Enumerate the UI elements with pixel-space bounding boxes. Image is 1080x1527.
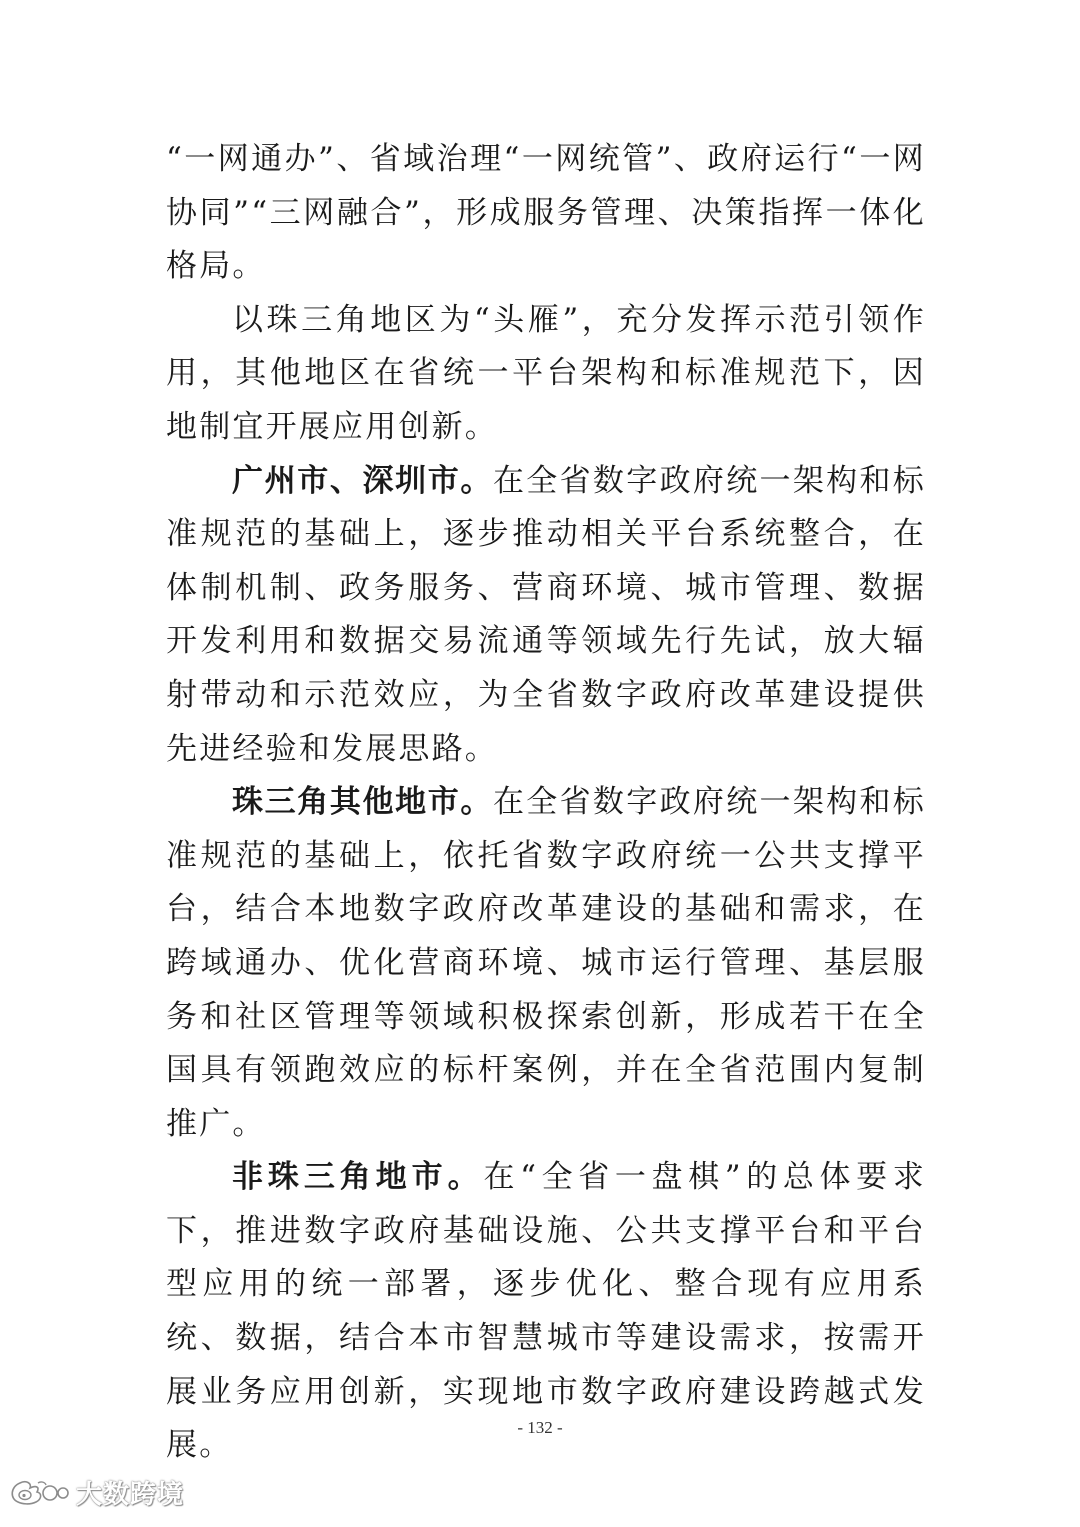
paragraph-lead: 广州市、深圳市。 <box>232 462 493 499</box>
watermark-text: 大数跨境 <box>76 1479 185 1510</box>
page-number: - 132 - <box>517 1418 563 1437</box>
paragraph-other-prd-cities <box>166 776 926 1151</box>
watermark <box>8 1470 184 1514</box>
paragraph-continuation <box>166 133 926 294</box>
weibo-style-logo-icon <box>8 1477 70 1507</box>
paragraph-text: 在全省数字政府统一架构和标准规范的基础上，依托省数字政府统一公共支撑平台，结合本地数字政府改革建设的基础和需求，在跨域通办、优化营商环境、城市运行管理、基层服务和社区管理等领域积极探索创新，形成若干在全国具有领跑效应的标杆案例，并在全省范围内复制推广。 <box>166 784 927 1142</box>
document-body <box>166 133 926 1473</box>
paragraph-pearl-river-delta <box>166 294 926 455</box>
paragraph-lead: 非珠三角地市。 <box>232 1159 484 1196</box>
paragraph-text: 在“全省一盘棋”的总体要求下，推进数字政府基础设施、公共支撑平台和平台型应用的统一部署，逐步优化、整合现有应用系统、数据，结合本市智慧城市等建设需求，按需开展业务应用创新，实现地市数字政府建设跨越式发展。 <box>166 1159 927 1464</box>
paragraph-guangzhou-shenzhen <box>166 455 926 777</box>
paragraph-text: “一网通办”、省域治理“一网统管”、政府运行“一网协同”“三网融合”，形成服务管理、决策指挥一体化格局。 <box>166 141 926 285</box>
paragraph-text: 在全省数字政府统一架构和标准规范的基础上，逐步推动相关平台系统整合，在体制机制、政务服务、营商环境、城市管理、数据开发利用和数据交易流通等领域先行先试，放大辐射带动和示范效应，为全省数字政府改革建设提供先进经验和发展思路。 <box>166 462 927 767</box>
paragraph-text: 以珠三角地区为“头雁”，充分发挥示范引领作用，其他地区在省统一平台架构和标准规范下，因地制宜开展应用创新。 <box>166 301 926 445</box>
paragraph-lead: 珠三角其他地市。 <box>232 784 493 821</box>
